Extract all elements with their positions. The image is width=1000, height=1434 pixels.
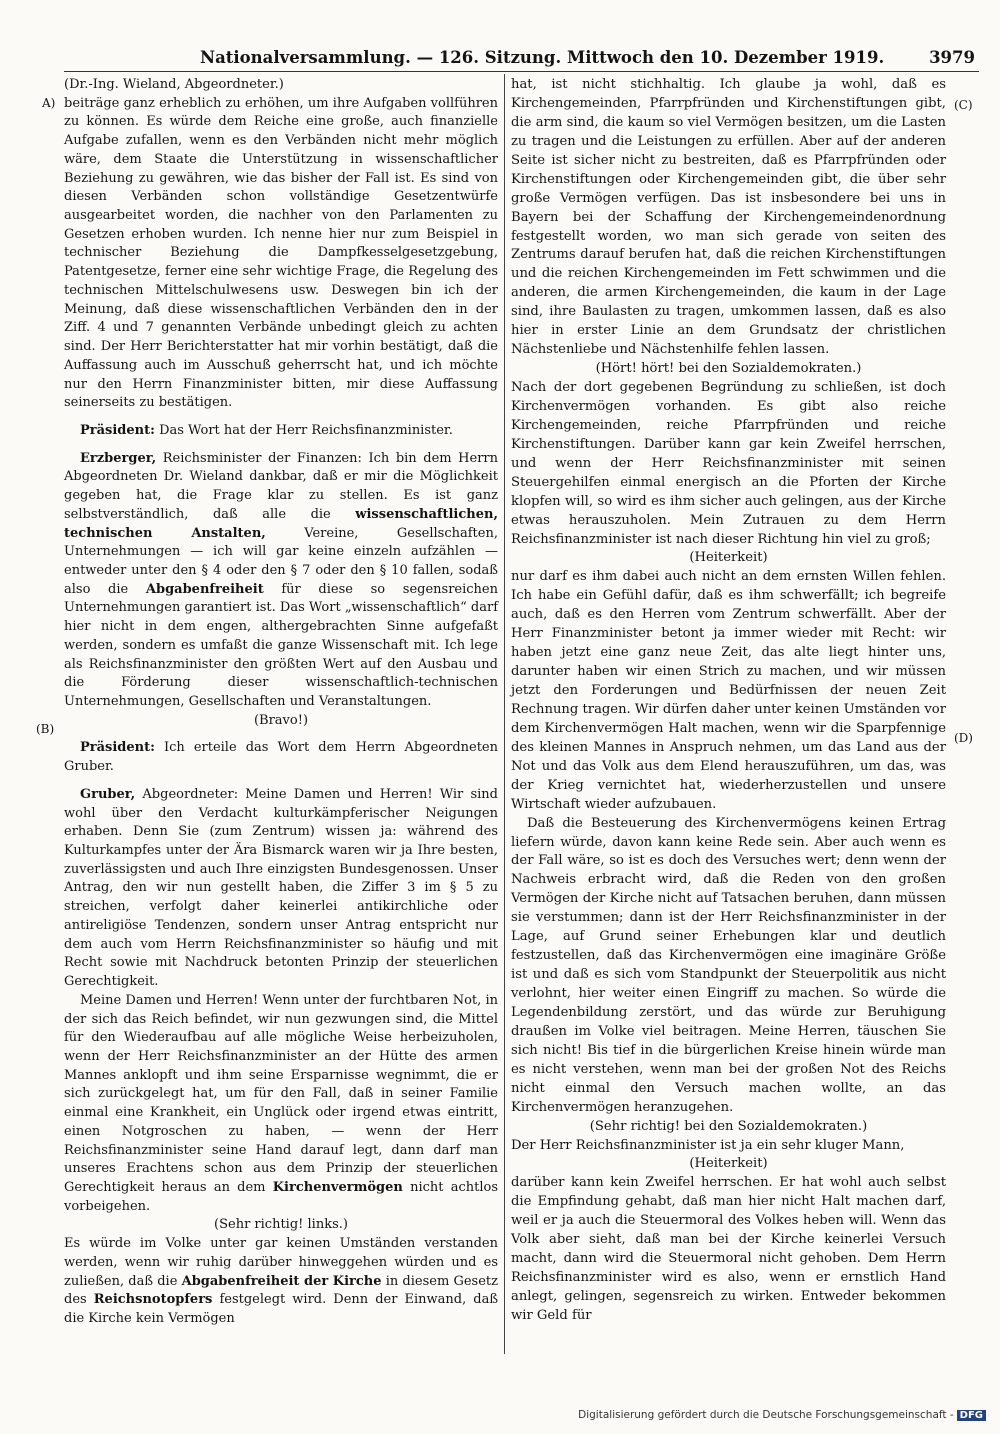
margin-marker-d: (D) (954, 731, 973, 745)
page-header (200, 48, 975, 70)
paragraph: hat, ist nicht stichhaltig. Ich glaube ja wohl, daß es Kirchengemeinden, Pfarrpfründen und Kirchenstiftungen gibt, die arm sind, die kaum so viel Vermögen besitzen, um die Lasten zu tragen und die Leistungen zu erfüllen. Aber auf der anderen Seite ist sicher nicht zu bestreiten, daß es Pfarrpfründen oder Kirchenstiftungen oder Kirchengemeinden gibt, die über sehr große Vermögen verfügen. Das ist insbesondere bei uns in Bayern bei der Schaffung der Kirchengemeindenordnung festgestellt worden, wo man sich gerade von seiten des Zentrums darauf berufen hat, daß die reichen Kirchenstiftungen und die reichen Kirchengemeinden im Fett schwimmen und die anderen, die armen Kirchengemeinden, die kaum in der Lage sind, ihre Baulasten zu tragen, umkommen lassen, daß es also hier in erster Linie an dem Grundsatz der christlichen Nächstenliebe und Nächstenhilfe fehlen lassen. (511, 77, 946, 358)
speaker-attribution: (Dr.-Ing. Wieland, Abgeordneter.) (64, 77, 284, 92)
speech-erzberger: Erzberger, Reichsminister der Finanzen: Ich bin dem Herrn Abgeordneten Dr. Wieland dankbar, daß er mir die Möglichkeit gegeben hat, die Frage klar zu stellen. Es ist ganz selbstverständlich, daß alle die wissenschaftlichen, technischen Anstalten, Vereine, Gesellschaften, Unternehmungen — ich will gar keine einzeln aufzählen — entweder unter den § 4 oder den § 7 oder den § 10 fallen, sodaß also die Abgabenfreiheit für diese so segensreichen Unternehmungen garantiert ist. Das Wort „wissenschaftlich“ darf hier nicht in dem engen, althergebrachten Sinne aufgefaßt werden, sondern es umfaßt die ganze Wissenschaft mit. Ich lege als Reichsfinanzminister den größten Wert auf den Ausbau und die Förderung dieser wissenschaftlich-technischen Unternehmungen, Gesellschaften und Veranstaltungen. (64, 450, 499, 709)
interjection: (Hört! hört! bei den Sozialdemokraten.) (595, 361, 862, 377)
speaker-name: Gruber, (80, 786, 136, 802)
speech-president: Präsident: Ich erteile das Wort dem Herrn Abgeordneten Gruber. (64, 740, 498, 775)
speaker-name: Präsident: (80, 422, 155, 438)
interjection: (Sehr richtig! links.) (214, 1217, 348, 1233)
paragraph: beiträge ganz erheblich zu erhöhen, um ihre Aufgaben vollführen zu können. Es würde dem Reiche eine große, auch finanzielle Aufgabe zufallen, wenn es den Verbänden nicht mehr möglich wäre, dem Staate die Unterstützung in wissenschaftlicher Beziehung zu gewähren, wie das bisher der Fall ist. Es sind von diesen Verbänden schon vollständige Gesetzentwürfe ausgearbeitet worden, die nachher von den Parlamenten zu Gesetzen erhoben wurden. Ich nenne hier nur zum Beispiel in technischer Beziehung die Dampfkesselgesetzgebung, Patentgesetze, ferner eine sehr wichtige Frage, die Regelung des technischen Mittelschulwesens usw. Deswegen bin ich der Meinung, daß diese wissenschaftlichen Verbänden den in der Ziff. 4 und 7 genannten Verbände unbedingt gleich zu achten sind. Der Herr Berichterstatter hat mir vorhin bestätigt, daß die Auffassung auch im Ausschuß geherrscht hat, und ich möchte nur den Herrn Finanzminister bitten, mir diese Auffassung seinerseits zu bestätigen. (64, 95, 498, 411)
paragraph: Nach der dort gegebenen Begründung zu schließen, ist doch Kirchenvermögen vorhanden. Es gibt also reiche Kirchengemeinden, reiche Pfarrpfründen und reiche Kirchenstiftungen. Darüber kann gar kein Zweifel herrschen, und wenn der Herr Reichsfinanzminister mit seinen Steuergehilfen einmal energisch an die Pforten der Kirche klopfen will, so wird es ihm sicher auch gelingen, aus der Kirche etwas herauszuholen. Mein Zutrauen zu dem Herrn Reichsfinanzminister ist nach dieser Richtung hin viel zu groß; (511, 380, 946, 547)
left-column (64, 76, 498, 1329)
column-divider (504, 74, 505, 1354)
paragraph: Der Herr Reichsfinanzminister ist ja ein sehr kluger Mann, (511, 1137, 905, 1153)
speaker-name: Präsident: (80, 740, 155, 756)
speech-president: Präsident: Das Wort hat der Herr Reichsfinanzminister. (80, 422, 453, 438)
paragraph: Es würde im Volke unter gar keinen Umständen verstanden werden, wenn wir ruhig darüber hinweggehen würden und es zuließen, daß die Abgabenfreiheit der Kirche in diesem Gesetz des Reichsnotopfers festgelegt wird. Denn der Einwand, daß die Kirche kein Vermögen (64, 1236, 499, 1326)
right-column (511, 76, 946, 1326)
speaker-name: Erzberger, (80, 450, 157, 466)
running-title: Nationalversammlung. — 126. Sitzung. Mittwoch den 10. Dezember 1919. (200, 48, 885, 67)
page-number: 3979 (929, 48, 975, 67)
paragraph: darüber kann kein Zweifel herrschen. Er hat wohl auch selbst die Empfindung gehabt, daß man hier nicht Halt machen darf, weil er ja auch die Steuermoral des Volkes heben will. Wenn das Volk aber sieht, daß man bei der Kirche keinerlei Versuch macht, dann wird die Steuermoral nicht gehoben. Dem Herrn Reichsfinanzminister wird es also, wenn er ernstlich Hand anlegt, gelingen, segensreich zu wirken. Entweder bekommen wir Geld für (511, 1175, 946, 1323)
interjection: (Bravo!) (253, 712, 309, 728)
margin-marker-c: (C) (954, 98, 973, 112)
interjection: (Sehr richtig! bei den Sozialdemokraten.) (589, 1118, 868, 1134)
header-rule (64, 71, 979, 72)
dfg-logo: DFG (957, 1410, 986, 1421)
digitization-credit: Digitalisierung gefördert durch die Deutsche Forschungsgemeinschaft - DFG (578, 1409, 986, 1421)
paragraph: nur darf es ihm dabei auch nicht an dem ernsten Willen fehlen. Ich habe ein Gefühl dafür, daß es ihm schwerfällt; ich begreife auch, daß es den Herren vom Zentrum schwerfällt. Aber der Herr Finanzminister betont ja immer wieder mit Recht: wir haben jetzt eine ganz neue Zeit, das alte liegt hinter uns, darunter haben wir einen Strich zu machen, und wir müssen jetzt den Forderungen und Bedürfnissen der neuen Zeit Rechnung tragen. Wir dürfen daher unter keinen Umständen vor dem Kirchenvermögen Halt machen, wenn wir die Sparpfennige des kleinen Mannes in Anspruch nehmen, um das Land aus der Not und das Volk aus dem Elend herauszuführen, um das, was der Krieg vernichtet hat, wiederherzustellen und unsere Wirtschaft wieder aufzubauen. (511, 569, 946, 812)
paragraph: Meine Damen und Herren! Wenn unter der furchtbaren Not, in der sich das Reich befindet, wir nun gezwungen sind, die Mittel für den Wiederaufbau auf alle mögliche Weise herbeizuholen, wenn der Herr Reichsfinanzminister an der Hütte des armen Mannes anklopft und ihm seine Ersparnisse wegnimmt, die er sich zurückgelegt hat, um für den Fall, daß in seiner Familie einmal eine Krankheit, ein Unglück oder irgend etwas eintritt, einen Notgroschen zu haben, — wenn der Herr Reichsfinanzminister seine Hand darauf legt, dann darf man unseres Erachtens schon aus dem Prinzip der steuerlichen Gerechtigkeit heraus an dem Kirchenvermögen nicht achtlos vorbeigehen. (64, 992, 498, 1214)
interjection: (Heiterkeit) (689, 550, 768, 566)
margin-marker-b: (B) (36, 722, 55, 736)
speech-gruber: Gruber, Abgeordneter: Meine Damen und Herren! Wir sind wohl über den Verdacht kulturkämpferischer Neigungen erhaben. Denn Sie (zum Zentrum) wissen ja: während des Kulturkampfes unter der Ära Bismarck waren wir ja Ihre besten, zuverlässigsten und auch Ihre einzigsten Bundesgenossen. Unser Antrag, den wir nun gestellt haben, die Ziffer 3 im § 5 zu streichen, verfolgt daher keinerlei antikirchliche oder antireligiöse Tendenzen, sondern unser Antrag entspricht nur dem auch vom Herrn Reichsfinanzminister so häufig und mit Recht sowie mit Nachdruck betonten Prinzip der steuerlichen Gerechtigkeit. (64, 786, 498, 990)
interjection: (Heiterkeit) (689, 1156, 768, 1172)
paragraph: Daß die Besteuerung des Kirchenvermögens keinen Ertrag liefern würde, davon kann keine Rede sein. Aber auch wenn es der Fall wäre, so ist es doch des Versuches wert; denn wenn der Nachweis erbracht wird, daß die Reden von den großen Vermögen der Kirche nicht auf Tatsachen beruhen, dann müssen sie verstummen; dann ist der Herr Reichsfinanzminister in der Lage, auf Grund seiner Erhebungen klar und deutlich festzustellen, daß das Kirchenvermögen eine imaginäre Größe ist und daß es sich vom Standpunkt der Steuerpolitik aus nicht verlohnt, hier weiter einen Eingriff zu machen. So würde die Legendenbildung zerstört, und das würde zur Beruhigung draußen im Volke viel beitragen. Meine Herren, täuschen Sie sich nicht! Bis tief in die bürgerlichen Kreise hinein würde man es nicht verstehen, wenn man bei der großen Not des Reichs nicht einmal den Versuch machen wollte, an das Kirchenvermögen heranzugehen. (511, 815, 946, 1115)
margin-marker-a: A) (42, 96, 56, 110)
